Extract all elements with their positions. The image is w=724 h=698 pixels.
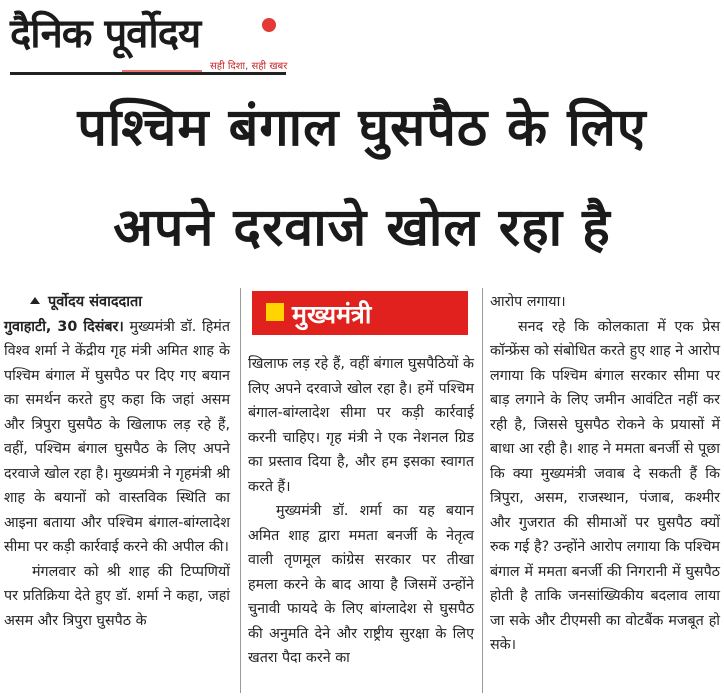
paragraph: खिलाफ लड़ रहे हैं, वहीं बंगाल घुसपैठियों के लिए अपने दरवाजे खोल रहा है। हमें पश्चिम बंगाल-बांग्लादेश सीमा पर कड़ी कार्रवाई करनी चाहिए। गृह मंत्री ने एक नेशनल ग्रिड का प्रस्ताव दिया है, और हम इसका स्वागत करते हैं।	[248, 356, 474, 495]
headline-line-1: पश्चिम बंगाल घुसपैठ के लिए	[77, 98, 647, 158]
dateline: गुवाहाटी, 30 दिसंबर।	[4, 318, 124, 335]
masthead-rule	[10, 72, 286, 75]
article-column-2	[248, 352, 474, 671]
article-column-3	[490, 290, 720, 658]
article-column-1	[4, 290, 230, 633]
paragraph: मंगलवार को श्री शाह की टिप्पणियों पर प्रतिक्रिया देते हुए डॉ. शर्मा ने कहा, जहां असम और त्रिपुरा घुसपैठ के	[4, 563, 230, 629]
paragraph: सनद रहे कि कोलकाता में एक प्रेस कॉन्फ्रेंस को संबोधित करते हुए शाह ने आरोप लगाया कि पश्चिम बंगाल सरकार सीमा पर बाड़ लगाने के लिए जमीन आवंटित नहीं कर रही है, जिससे घुसपैठ रोकने के प्रयासों में बाधा आ रही है। शाह ने ममता बनर्जी से पूछा कि क्या मुख्यमंत्री जवाब दे सकती हैं कि त्रिपुरा, असम, राजस्थान, पंजाब, कश्मीर और गुजरात की सीमाओं पर घुसपैठ क्यों रुक गई है? उन्होंने आरोप लगाया कि पश्चिम बंगाल में ममता बनर्जी की निगरानी में घुसपैठ होती है ताकि जनसांख्यिकीय बदलाव लाया जा सके और टीएमसी का वोटबैंक मजबूत हो सके।	[490, 318, 720, 653]
headline-line-2: अपने दरवाजे खोल रहा है	[113, 198, 611, 258]
byline	[4, 290, 230, 315]
paragraph-text: मुख्यमंत्री डॉ. हिमंत विश्व शर्मा ने केंद्रीय गृह मंत्री अमित शाह के पश्चिम बंगाल में घुसपैठ पर दिए गए बयान का समर्थन करते हुए कहा कि जहां असम और त्रिपुरा घुसपैठ के खिलाफ लड़ रहे हैं, वहीं, पश्चिम बंगाल घुसपैठ के लिए अपने दरवाजे खोल रहा है। मुख्यमंत्री ने गृहमंत्री श्री शाह के बयानों को वास्तविक स्थिति का आइना बताया और पश्चिम बंगाल-बांग्लादेश सीमा पर कड़ी कार्रवाई करने की अपील की।	[4, 318, 230, 555]
column-divider	[482, 288, 483, 693]
column-divider	[240, 288, 241, 693]
section-label	[252, 291, 468, 335]
paragraph: आरोप लगाया।	[490, 294, 566, 310]
tagline: सही दिशा, सही खबर	[210, 61, 288, 72]
logo-dot-icon	[262, 18, 276, 32]
triangle-icon	[30, 297, 40, 304]
paragraph: मुख्यमंत्री डॉ. शर्मा का यह बयान अमित शाह द्वारा ममता बनर्जी के नेतृत्व वाली तृणमूल कांग्रेस सरकार पर तीखा हमला करने के बाद आया है जिसमें उन्होंने चुनावी फायदे के लिए बांग्लादेश से घुसपैठ की अनुमति देने और राष्ट्रीय सुरक्षा के लिए खतरा पैदा करने का	[248, 503, 474, 666]
section-label-text: मुख्यमंत्री	[292, 300, 372, 329]
square-icon	[266, 303, 284, 321]
paragraph	[4, 315, 230, 560]
masthead	[10, 4, 300, 72]
newspaper-logo: दैनिक पूर्वोदय	[10, 11, 201, 57]
byline-text: पूर्वोदय संवाददाता	[48, 294, 143, 310]
